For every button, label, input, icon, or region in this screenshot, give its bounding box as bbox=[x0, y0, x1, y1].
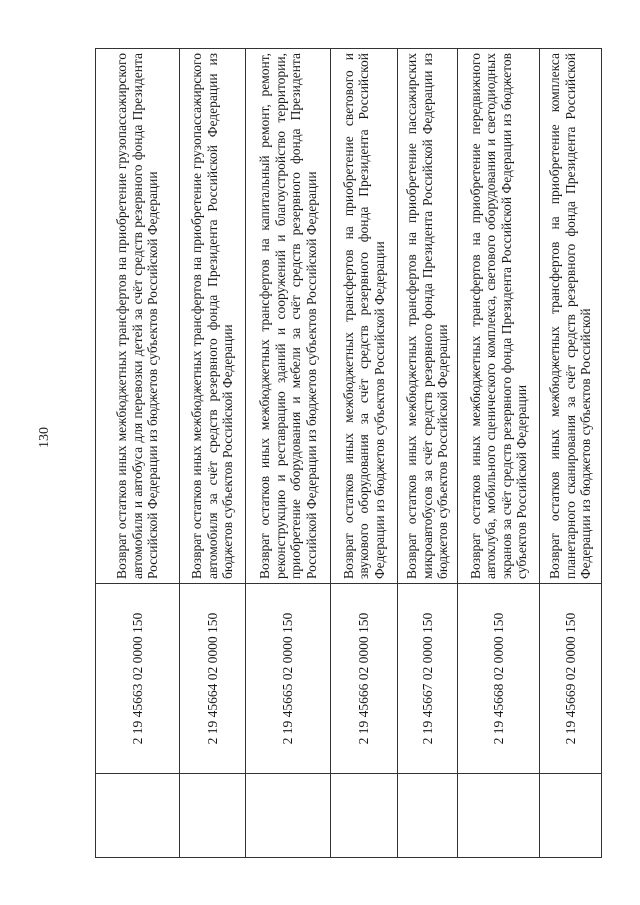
table-row bbox=[458, 49, 540, 858]
empty-cell bbox=[331, 774, 398, 858]
budget-code-cell: 2 19 45665 02 0000 150 bbox=[246, 584, 331, 774]
description-cell: Возврат остатков иных межбюджетных трансфертов на приобретение передвижного автоклуба, мобильного сценического комплекса, светового оборудования и светодиодных экранов за счёт средств резервного фонда Президента Российской Федерации из бюджетов субъектов Российской Федерации bbox=[458, 49, 540, 584]
budget-code-cell: 2 19 45669 02 0000 150 bbox=[540, 584, 602, 774]
budget-code-cell: 2 19 45667 02 0000 150 bbox=[398, 584, 458, 774]
budget-code-cell: 2 19 45668 02 0000 150 bbox=[458, 584, 540, 774]
table-row bbox=[180, 49, 246, 858]
table-row bbox=[398, 49, 458, 858]
description-cell: Возврат остатков иных межбюджетных трансфертов на приобретение грузопассажирского автомобиля за счёт средств резервного фонда Президента Российской Федерации из бюджетов субъектов Российской Федерации bbox=[180, 49, 246, 584]
empty-cell bbox=[96, 774, 180, 858]
budget-code-cell: 2 19 45666 02 0000 150 bbox=[331, 584, 398, 774]
empty-cell bbox=[458, 774, 540, 858]
table-row bbox=[540, 49, 602, 858]
table-row bbox=[331, 49, 398, 858]
table-row bbox=[246, 49, 331, 858]
description-cell: Возврат остатков иных межбюджетных трансфертов на приобретение комплекса планетарного сканирования за счёт средств резервного фонда Президента Российской Федерации из бюджетов субъектов Российской bbox=[540, 49, 602, 584]
empty-cell bbox=[398, 774, 458, 858]
description-cell: Возврат остатков иных межбюджетных трансфертов на приобретение светового и звукового оборудования за счёт средств резервного фонда Президента Российской Федерации из бюджетов субъектов Российской Федерации bbox=[331, 49, 398, 584]
page-number: 130 bbox=[37, 427, 52, 448]
budget-code-cell: 2 19 45663 02 0000 150 bbox=[96, 584, 180, 774]
empty-cell bbox=[246, 774, 331, 858]
empty-cell bbox=[540, 774, 602, 858]
description-cell: Возврат остатков иных межбюджетных трансфертов на приобретение пассажирских микроавтобусов за счёт средств резервного фонда Президента Российской Федерации из бюджетов субъектов Российской Федерации bbox=[398, 49, 458, 584]
empty-cell bbox=[180, 774, 246, 858]
rotated-table-container bbox=[95, 48, 601, 858]
table-row bbox=[96, 49, 180, 858]
budget-code-cell: 2 19 45664 02 0000 150 bbox=[180, 584, 246, 774]
description-cell: Возврат остатков иных межбюджетных трансфертов на капитальный ремонт, ремонт, реконструкцию и реставрацию зданий и сооружений и благоустройство территории, приобретение оборудования и мебели за счёт средств резервного фонда Президента Российской Федерации из бюджетов субъектов Российской Федерации bbox=[246, 49, 331, 584]
budget-codes-table bbox=[95, 48, 602, 858]
description-cell: Возврат остатков иных межбюджетных трансфертов на приобретение грузопассажирского автомобиля и автобуса для перевозки детей за счёт средств резервного фонда Президента Российской Федерации из бюджетов субъектов Российской Федерации bbox=[96, 49, 180, 584]
